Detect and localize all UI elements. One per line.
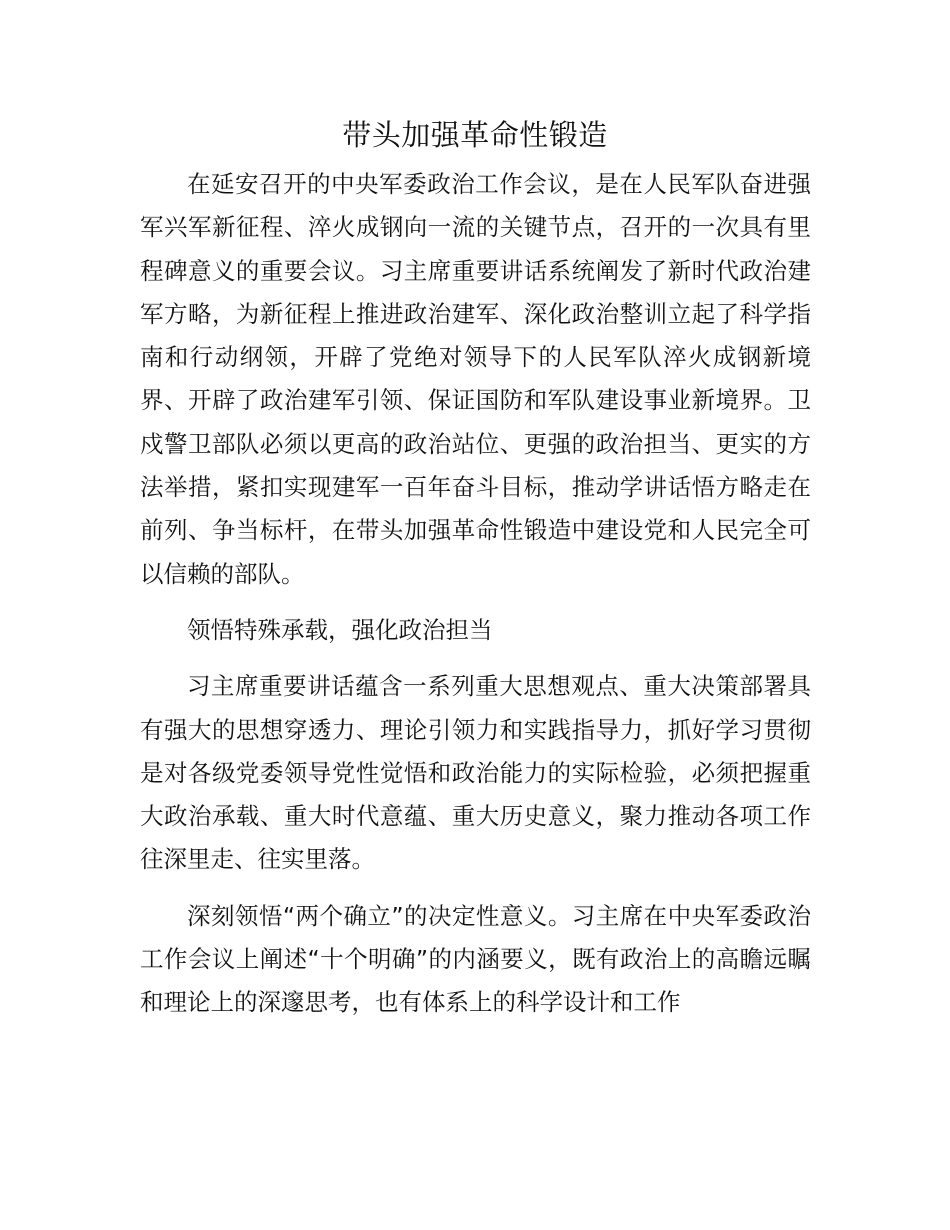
body-paragraph-1: 在延安召开的中央军委政治工作会议，是在人民军队奋进强军兴军新征程、淬火成钢向一流的关键节点，召开的一次具有里程碑意义的重要会议。习主席重要讲话系统阐发了新时代政治建军方略，为新征程上推进政治建军、深化政治整训立起了科学指南和行动纲领，开辟了党绝对领导下的人民军队淬火成钢新境界、开辟了政治建军引领、保证国防和军队建设事业新境界。卫戍警卫部队必须以更高的政治站位、更强的政治担当、更实的方法举措，紧扣实现建军一百年奋斗目标，推动学讲话悟方略走在前列、争当标杆，在带头加强革命性锻造中建设党和人民完全可以信赖的部队。 <box>140 170 811 588</box>
document-title: 带头加强革命性锻造 <box>342 118 608 152</box>
document-body <box>140 163 811 1025</box>
body-paragraph-3: 深刻领悟“两个确立”的决定性意义。习主席在中央军委政治工作会议上阐述“十个明确”的内涵要义，既有政治上的高瞻远瞩和理论上的深邃思考，也有体系上的科学设计和工作 <box>140 901 811 1017</box>
body-paragraph-2: 习主席重要讲话蕴含一系列重大思想观点、重大决策部署具有强大的思想穿透力、理论引领力和实践指导力，抓好学习贯彻是对各级党委领导党性觉悟和政治能力的实际检验，必须把握重大政治承载、重大时代意蕴、重大历史意义，聚力推动各项工作往深里走、往实里落。 <box>140 672 811 874</box>
section-heading: 领悟特殊承载，强化政治担当 <box>187 615 493 644</box>
